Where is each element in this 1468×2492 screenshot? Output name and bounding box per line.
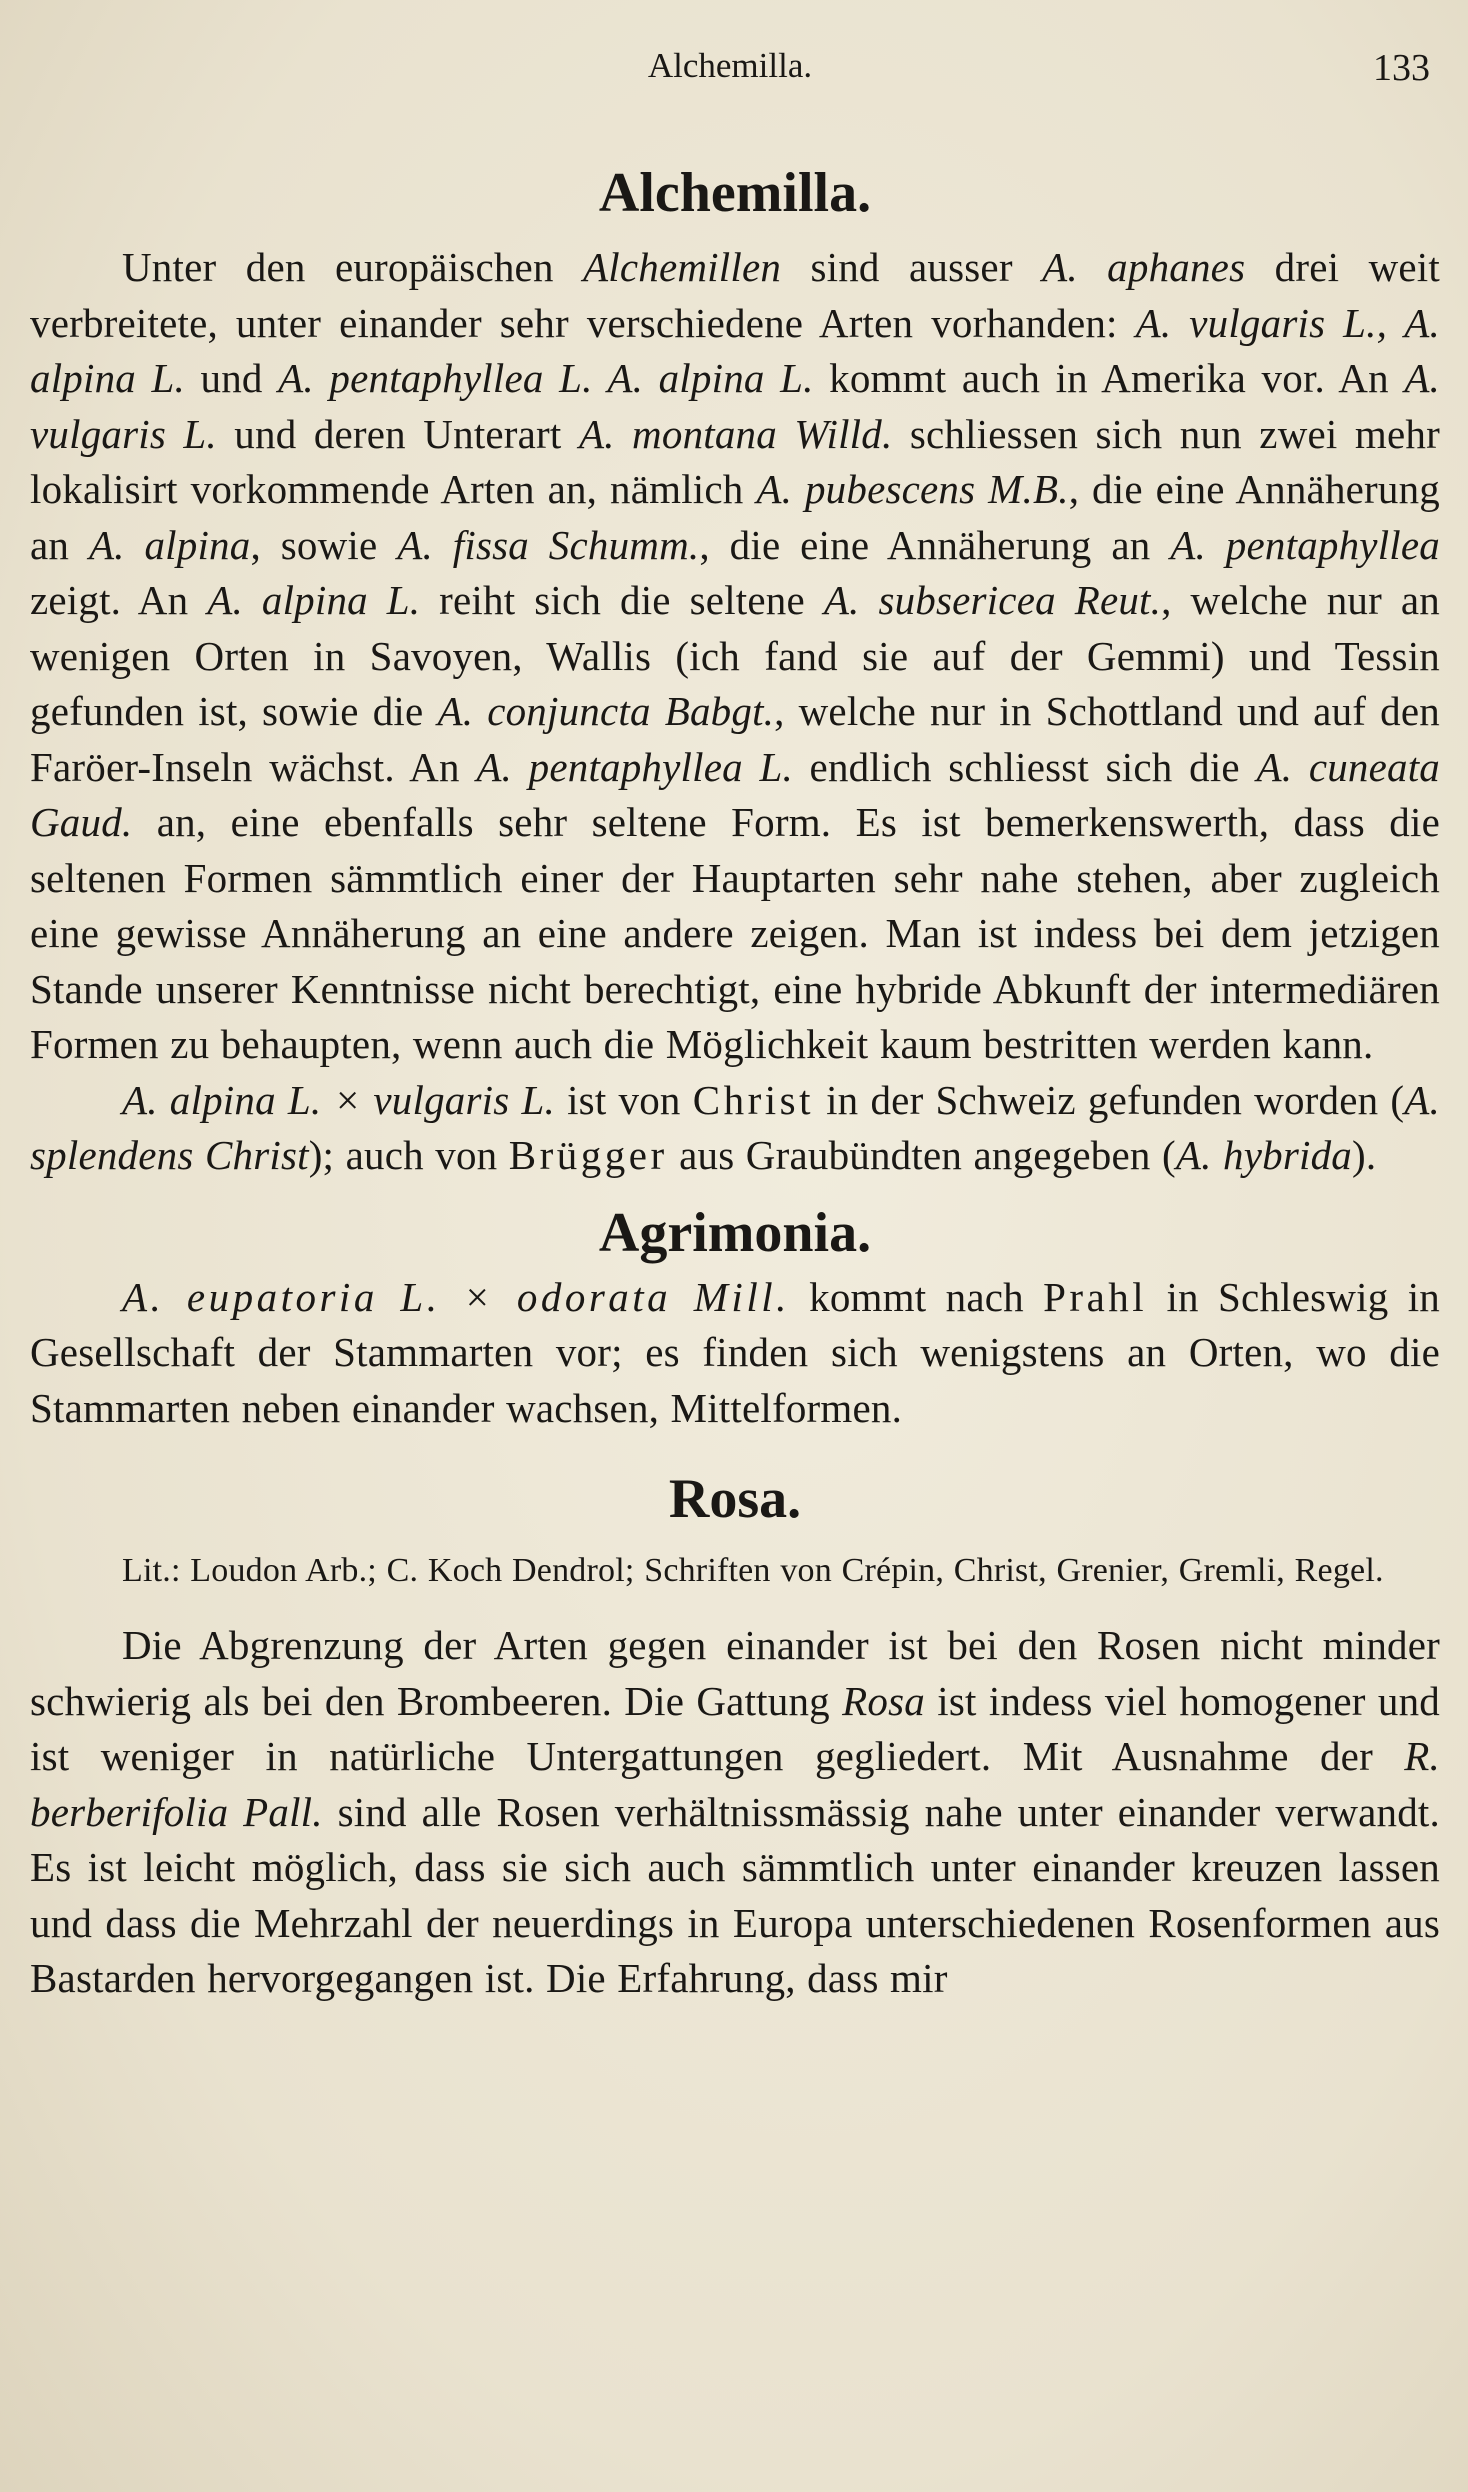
section-heading-agrimonia: Agrimonia. [598,1201,872,1264]
page-content [30,160,1440,2007]
page-number: 133 [1373,47,1430,89]
alchemilla-paragraph-1: Unter den europäischen Alchemillen sind ausser A. aphanes drei weit verbreitete, unter einander sehr verschiedene Arten vorhanden: A. vulgaris L., A. alpina L. und A. pentaphyllea L. A. alpina L. kommt auch in Amerika vor. An A. vulgaris L. und deren Unterart A. montana Willd. schliessen sich nun zwei mehr lokalisirt vorkommende Arten an, nämlich A. pubescens M.B., die eine Annäherung an A. alpina, sowie A. fissa Schumm., die eine Annäherung an A. pentaphyllea zeigt. An A. alpina L. reiht sich die seltene A. subsericea Reut., welche nur an wenigen Orten in Savoyen, Wallis (ich fand sie auf der Gemmi) und Tessin gefunden ist, sowie die A. conjuncta Babgt., welche nur in Schottland und auf den Faröer-Inseln wächst. An A. pentaphyllea L. endlich schliesst sich die A. cuneata Gaud. an, eine ebenfalls sehr seltene Form. Es ist bemerkenswerth, dass die seltenen Formen sämmtlich einer der Hauptarten sehr nahe stehen, aber zugleich eine gewisse Annäherung an eine andere zeigen. Man ist indess bei dem jetzigen Stande unserer Kenntnisse nicht berechtigt, eine hybride Abkunft der intermediären Formen zu behaupten, wenn auch die Möglichkeit kaum bestritten werden kann. [30,244,1441,1067]
rosa-paragraph-1: Die Abgrenzung der Arten gegen einander ist bei den Rosen nicht minder schwierig als bei den Brombeeren. Die Gattung Rosa ist indess viel homogener und ist weniger in natürliche Untergattungen gegliedert. Mit Ausnahme der R. berberifolia Pall. sind alle Rosen verhältnissmässig nahe unter einander verwandt. Es ist leicht möglich, dass sie sich auch sämmtlich unter einander kreuzen lassen und dass die Mehrzahl der neuerdings in Europa unterschiedenen Rosenformen aus Bastarden hervorgegangen ist. Die Erfahrung, dass mir [30,1622,1440,2001]
section-heading-alchemilla: Alchemilla. [598,162,872,224]
agrimonia-paragraph-1: A. eupatoria L. × odorata Mill. kommt nach Prahl in Schleswig in Gesellschaft der Stammarten vor; es finden sich wenigstens an Orten, wo die Stammarten neben einander wachsen, Mittelformen. [30,1273,1440,1431]
rosa-literature-note: Lit.: Loudon Arb.; C. Koch Dendrol; Schriften von Crépin, Christ, Grenier, Gremli, Regel. [122,1552,1384,1589]
section-heading-rosa: Rosa. [668,1468,802,1530]
running-head [30,42,1430,92]
running-title: Alchemilla. [647,46,813,85]
alchemilla-paragraph-2: A. alpina L. × vulgaris L. ist von Christ in der Schweiz gefunden worden (A. splendens Christ); auch von Brügger aus Graubündten angegeben (A. hybrida). [30,1076,1440,1178]
